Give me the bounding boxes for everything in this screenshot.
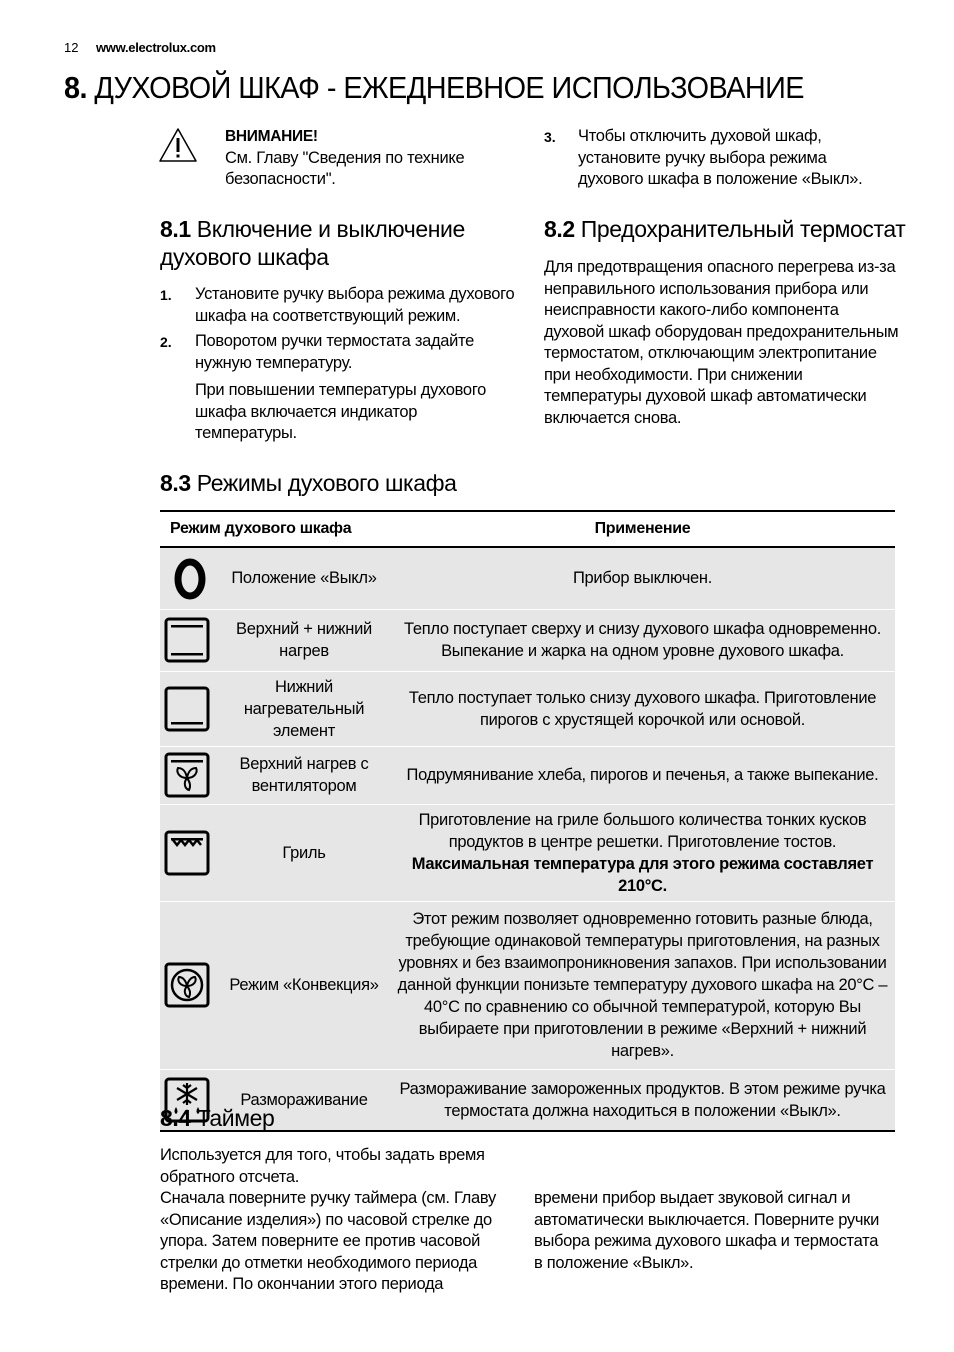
mode-use: Приготовление на гриле большого количества тонких кусков продуктов в центре решетки. Приготовление тостов. Максимальная температура для этого режима составляет 210°C.: [390, 804, 895, 901]
section-text-8-2: Для предотвращения опасного перегрева из-за неправильного использования прибора или неисправности какого-либо компонента духовой шкаф оборудован предохранительным термостатом, отключающим электропитание при необходимости. При снижении температуры духовой шкаф автоматически включается снова.: [544, 258, 899, 427]
mode-name: Нижний нагревательный элемент: [218, 671, 390, 746]
grill-icon: [164, 830, 210, 876]
step-text: Чтобы отключить духовой шкаф, установите ручку выбора режима духового шкафа в положение «Выкл».: [578, 127, 863, 188]
header-url: www.electrolux.com: [96, 40, 216, 55]
mode-use: Подрумянивание хлеба, пирогов и печенья, а также выпекание.: [390, 746, 895, 804]
mode-use: Прибор выключен.: [390, 547, 895, 609]
mode-name: Размораживание: [218, 1069, 390, 1131]
step-number: 3.: [544, 129, 556, 145]
page-title: [64, 70, 804, 106]
table-row: [160, 746, 895, 804]
warning-heading: ВНИМАНИЕ!: [225, 128, 318, 145]
mode-use: Тепло поступает сверху и снизу духового шкафа одновременно. Выпекание и жарка на одном уровне духового шкафа.: [390, 609, 895, 671]
mode-name: Верхний + нижний нагрев: [218, 609, 390, 671]
step-note: При повышении температуры духового шкафа включается индикатор температуры.: [195, 381, 487, 442]
table-row: [160, 547, 895, 609]
section-heading-8-3: 8.3 Режимы духового шкафа: [160, 470, 457, 496]
step-number: 2.: [160, 334, 172, 350]
modes-table: [160, 510, 895, 1132]
mode-use: Тепло поступает только снизу духового шкафа. Приготовление пирогов с хрустящей корочкой или основой.: [390, 671, 895, 746]
step-number: 1.: [160, 287, 172, 303]
timer-text-body: Сначала поверните ручку таймера (см. Главу «Описание изделия») по часовой стрелке до упора. Затем поверните ее против часовой стрелки до отметки необходимого периода времени. По окончании этого периода времени прибор выдает звуковой сигнал и автоматически выключается. Поверните ручки выбора режима духового шкафа и термостата в положение «Выкл».: [160, 1189, 880, 1293]
page-number: 12: [64, 40, 79, 55]
top-bottom-heat-icon: [164, 617, 210, 663]
timer-text-intro: Используется для того, чтобы задать время обратного отсчета.: [160, 1146, 485, 1186]
section-number: 8.: [64, 70, 87, 105]
section-heading-8-2: 8.2 Предохранительный термостат: [544, 216, 906, 242]
mode-use: Этот режим позволяет одновременно готовить разные блюда, требующие одинаковой температуры приготовления, на разных уровнях и без взаимопроникновения запахов. При использовании данной функции понизьте температуру духового шкафа на 20°C – 40°C по сравнению со обычной температурой, которую Вы выбираете при приготовлении в режиме «Верхний + нижний нагрев».: [390, 901, 895, 1069]
table-row: [160, 609, 895, 671]
mode-use: Размораживание замороженных продуктов. В этом режиме ручка термостата должна находиться в положении «Выкл».: [390, 1069, 895, 1131]
bottom-heat-icon: [164, 686, 210, 732]
section-heading-8-1: 8.1 Включение и выключение духового шкафа: [160, 216, 465, 270]
mode-name: Режим «Конвекция»: [218, 901, 390, 1069]
mode-name: Положение «Выкл»: [218, 547, 390, 609]
column-header-use: Применение: [390, 511, 895, 547]
warning-triangle-icon: [158, 126, 198, 164]
section-title: ДУХОВОЙ ШКАФ - ЕЖЕДНЕВНОЕ ИСПОЛЬЗОВАНИЕ: [86, 70, 804, 105]
table-row: [160, 671, 895, 746]
mode-name: Верхний нагрев с вентилятором: [218, 746, 390, 804]
convection-fan-icon: [164, 962, 210, 1008]
off-zero-icon: [164, 555, 210, 601]
table-row: [160, 901, 895, 1069]
top-heat-fan-icon: [164, 752, 210, 798]
step-text: Поворотом ручки термостата задайте нужную температуру.: [195, 332, 475, 372]
column-header-mode: Режим духового шкафа: [160, 511, 390, 547]
warning-text: См. Главу "Сведения по технике безопасности".: [225, 148, 465, 188]
step-text: Установите ручку выбора режима духового шкафа на соответствующий режим.: [195, 285, 515, 325]
table-row: [160, 804, 895, 901]
mode-name: Гриль: [218, 804, 390, 901]
section-heading-8-4: 8.4 Таймер: [160, 1105, 275, 1131]
